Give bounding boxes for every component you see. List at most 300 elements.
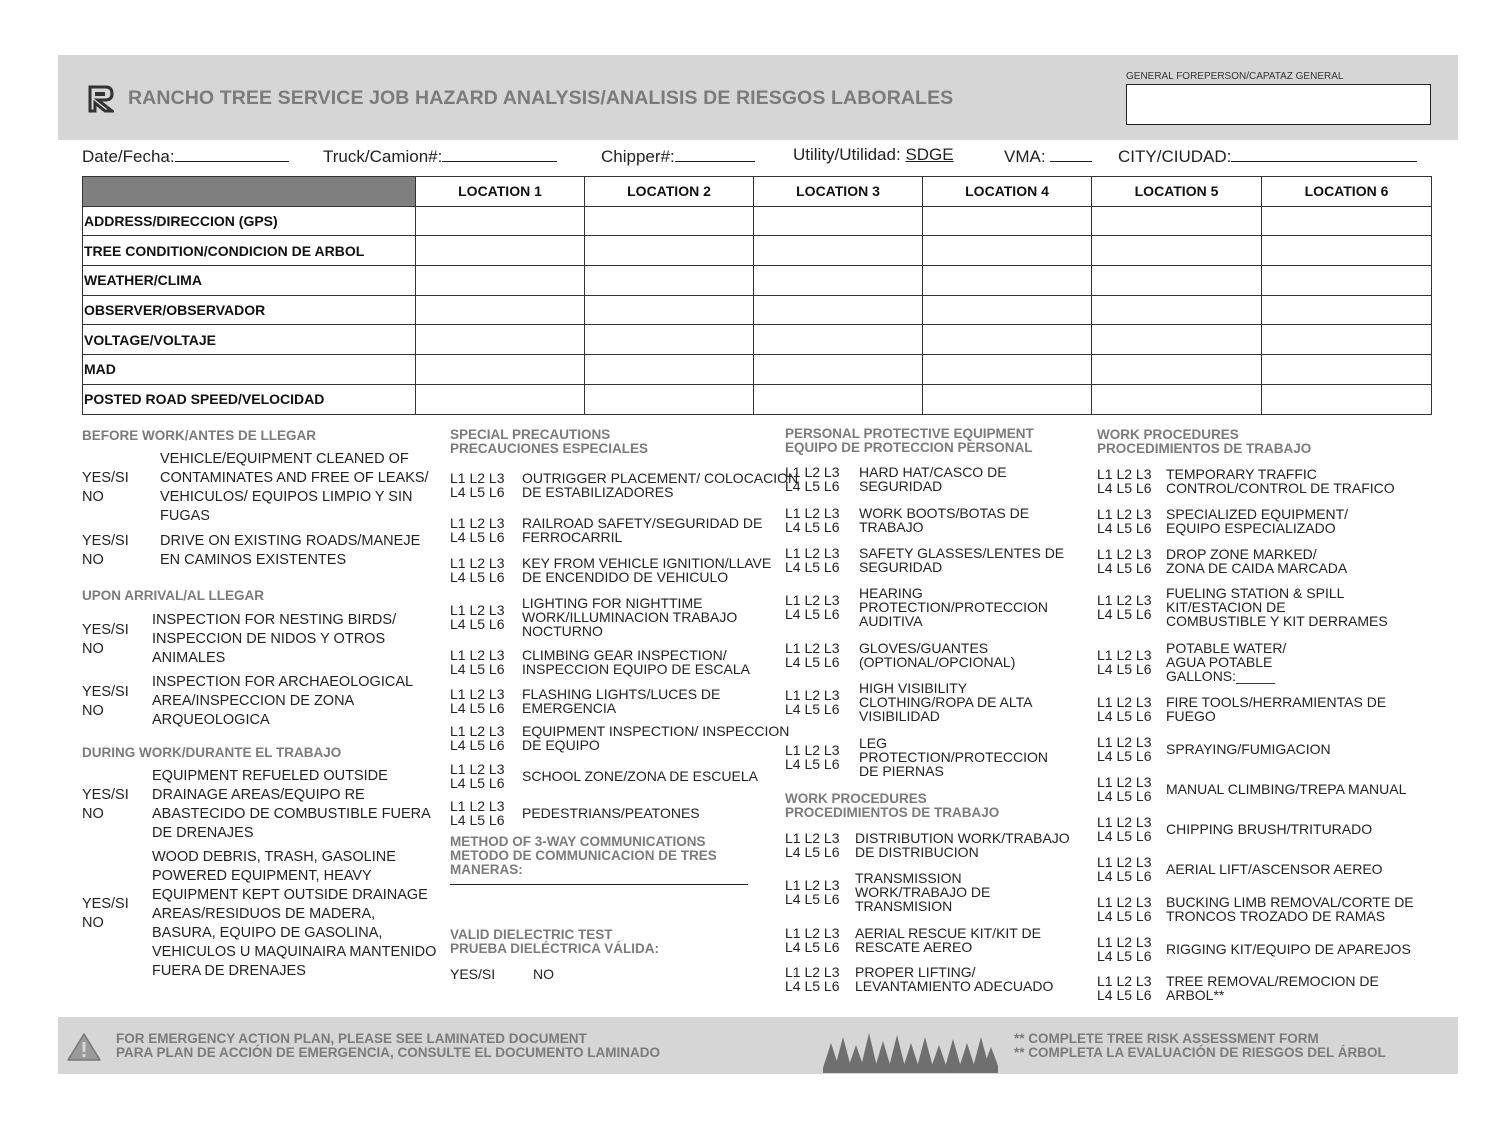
foreperson-label: GENERAL FOREPERSON/CAPATAZ GENERAL — [1126, 71, 1344, 82]
level-checkboxes[interactable] — [785, 878, 840, 906]
trees-icon — [823, 1027, 998, 1073]
checklist-item[interactable] — [1097, 735, 1427, 763]
level-checkboxes[interactable] — [450, 762, 505, 790]
section-special-precautions: SPECIAL PRECAUTIONS — [450, 427, 611, 442]
column-header: LOCATION 4 — [923, 177, 1092, 207]
checklist-item[interactable] — [450, 762, 780, 790]
level-row-1: L1 L2 L3 — [1097, 774, 1152, 790]
no-label: NO — [82, 489, 104, 505]
yes-no-option[interactable] — [82, 895, 142, 933]
item-text: LEVANTAMIENTO ADECUADO — [855, 978, 1054, 994]
item-text: CONTROL/CONTROL DE TRAFICO — [1166, 480, 1395, 496]
table-cell[interactable] — [416, 236, 585, 266]
item-text: CLOTHING/ROPA DE ALTA — [859, 694, 1033, 710]
checklist-item[interactable] — [82, 450, 442, 526]
table-header-row — [83, 177, 1432, 207]
checklist-item[interactable] — [785, 681, 1115, 723]
table-row — [83, 206, 1432, 236]
checklist-item[interactable] — [450, 556, 780, 584]
checklist-item[interactable] — [785, 546, 1115, 574]
level-row-2: L4 L5 L6 — [1097, 908, 1152, 924]
level-row-2: L4 L5 L6 — [1097, 606, 1152, 622]
level-row-1: L1 L2 L3 — [450, 515, 505, 531]
level-checkboxes[interactable] — [450, 516, 505, 544]
item-text: AERIAL RESCUE KIT/KIT DE — [855, 925, 1041, 941]
level-checkboxes[interactable] — [1097, 974, 1152, 1002]
no-label: NO — [82, 552, 104, 568]
yes-no-option[interactable] — [82, 532, 142, 570]
item-text: GLOVES/GUANTES — [859, 640, 989, 656]
item-text: FERROCARRIL — [522, 529, 623, 545]
level-row-1: L1 L2 L3 — [1097, 647, 1152, 663]
checklist-item[interactable] — [82, 848, 442, 981]
item-text: AREA/INSPECCION DE ZONA — [152, 693, 355, 709]
table-cell[interactable] — [923, 206, 1092, 236]
item-text: PEDESTRIANS/PEATONES — [522, 805, 700, 821]
checklist-item[interactable] — [785, 586, 1115, 628]
section-ppe: PERSONAL PROTECTIVE EQUIPMENT — [785, 426, 1034, 441]
level-row-2: L4 L5 L6 — [1097, 480, 1152, 496]
item-text: SAFETY GLASSES/LENTES DE — [859, 545, 1065, 561]
checklist-item[interactable] — [82, 673, 442, 730]
no-label: NO — [82, 915, 104, 931]
level-checkboxes[interactable] — [450, 648, 505, 676]
item-text: TRANSMISION — [855, 898, 953, 914]
checklist-item[interactable] — [82, 611, 442, 668]
level-row-1: L1 L2 L3 — [1097, 934, 1152, 950]
level-row-1: L1 L2 L3 — [450, 761, 505, 777]
checklist-item[interactable] — [1097, 467, 1427, 495]
level-row-1: L1 L2 L3 — [450, 470, 505, 486]
truck-field[interactable] — [323, 145, 557, 167]
tree-shape — [860, 1033, 878, 1071]
checklist-item[interactable] — [785, 641, 1115, 669]
dielectric-no[interactable]: NO — [533, 966, 554, 982]
section-dielectric-test: VALID DIELECTRIC TEST — [450, 927, 613, 942]
table-cell[interactable] — [585, 236, 754, 266]
table-cell[interactable] — [1092, 325, 1262, 355]
row-label: VOLTAGE/VOLTAJE — [83, 325, 416, 355]
footer-emergency-es: PARA PLAN DE ACCIÓN DE EMERGENCIA, CONSULTE EL DOCUMENTO LAMINADO — [116, 1045, 661, 1060]
table-cell[interactable] — [585, 325, 754, 355]
yes-label: YES/SI — [82, 533, 129, 549]
item-text: WORK/ILLUMINACION TRABAJO — [522, 609, 738, 625]
level-row-2: L4 L5 L6 — [785, 756, 840, 772]
vma-field[interactable] — [1004, 145, 1092, 167]
yes-no-option[interactable] — [82, 683, 142, 721]
item-text: EQUIPMENT REFUELED OUTSIDE — [152, 768, 388, 784]
level-row-1: L1 L2 L3 — [785, 640, 840, 656]
column-header: LOCATION 2 — [585, 177, 754, 207]
table-cell[interactable] — [416, 325, 585, 355]
level-row-2: L4 L5 L6 — [450, 661, 505, 677]
level-checkboxes[interactable] — [1097, 895, 1152, 923]
level-row-1: L1 L2 L3 — [450, 686, 505, 702]
checklist-item[interactable] — [450, 799, 780, 827]
level-checkboxes[interactable] — [785, 926, 840, 954]
table-cell[interactable] — [585, 384, 754, 414]
item-text: TREE REMOVAL/REMOCION DE — [1166, 973, 1379, 989]
level-checkboxes[interactable] — [785, 506, 840, 534]
table-cell[interactable] — [416, 266, 585, 296]
column-header: LOCATION 6 — [1262, 177, 1432, 207]
checklist-item[interactable] — [1097, 974, 1427, 1002]
level-row-2: L4 L5 L6 — [785, 844, 840, 860]
table-cell[interactable] — [754, 325, 923, 355]
checklist-item[interactable] — [785, 965, 1115, 993]
item-text: KIT/ESTACION DE — [1166, 599, 1286, 615]
level-checkboxes[interactable] — [785, 743, 840, 771]
level-checkboxes[interactable] — [1097, 648, 1152, 676]
section-work-procedures-2: WORK PROCEDURES — [1097, 427, 1239, 442]
item-text: CHIPPING BRUSH/TRITURADO — [1166, 821, 1373, 837]
level-row-2: L4 L5 L6 — [450, 616, 505, 632]
level-row-2: L4 L5 L6 — [785, 701, 840, 717]
level-row-1: L1 L2 L3 — [450, 647, 505, 663]
table-cell[interactable] — [754, 355, 923, 385]
level-row-1: L1 L2 L3 — [1097, 592, 1152, 608]
table-cell[interactable] — [1262, 355, 1432, 385]
item-text: ARQUEOLOGICA — [152, 712, 270, 728]
level-row-2: L4 L5 L6 — [1097, 987, 1152, 1003]
section-during-work: DURING WORK/DURANTE EL TRABAJO — [82, 745, 342, 760]
utility-value: SDGE — [905, 145, 954, 164]
level-row-2: L4 L5 L6 — [1097, 828, 1152, 844]
item-text: EN CAMINOS EXISTENTES — [160, 552, 347, 568]
item-text: HARD HAT/CASCO DE — [859, 464, 1007, 480]
level-row-2: L4 L5 L6 — [785, 519, 840, 535]
item-text: SCHOOL ZONE/ZONA DE ESCUELA — [522, 768, 758, 784]
item-text: FUGAS — [160, 508, 210, 524]
table-cell[interactable] — [1092, 295, 1262, 325]
utility-field — [793, 145, 954, 165]
table-cell[interactable] — [416, 384, 585, 414]
level-row-1: L1 L2 L3 — [450, 555, 505, 571]
table-cell[interactable] — [923, 236, 1092, 266]
page-title: RANCHO TREE SERVICE JOB HAZARD ANALYSIS/ANALISIS DE RIESGOS LABORALES — [128, 87, 954, 109]
table-cell[interactable] — [1262, 236, 1432, 266]
checklist-item[interactable] — [450, 516, 780, 544]
checklist-item[interactable] — [1097, 935, 1427, 963]
level-checkboxes[interactable] — [1097, 695, 1152, 723]
ground-shape — [823, 1069, 998, 1073]
item-text: POTABLE WATER/ — [1166, 640, 1287, 656]
item-text: DE PIERNAS — [859, 763, 944, 779]
level-row-2: L4 L5 L6 — [1097, 748, 1152, 764]
yes-label: YES/SI — [82, 684, 129, 700]
level-checkboxes[interactable] — [785, 831, 840, 859]
table-cell[interactable] — [754, 206, 923, 236]
yes-no-option[interactable] — [82, 621, 142, 659]
level-checkboxes[interactable] — [1097, 547, 1152, 575]
level-checkboxes[interactable] — [1097, 775, 1152, 803]
table-cell[interactable] — [1262, 295, 1432, 325]
table-cell[interactable] — [923, 266, 1092, 296]
level-checkboxes[interactable] — [450, 603, 505, 631]
footer-emergency-en: FOR EMERGENCY ACTION PLAN, PLEASE SEE LAMINATED DOCUMENT — [116, 1031, 587, 1046]
level-checkboxes[interactable] — [1097, 593, 1152, 621]
table-row — [83, 295, 1432, 325]
level-row-1: L1 L2 L3 — [1097, 466, 1152, 482]
date-label: Date/Fecha: — [82, 147, 175, 166]
table-cell[interactable] — [754, 236, 923, 266]
yes-no-option[interactable] — [82, 786, 142, 824]
checklist-item[interactable] — [1097, 775, 1427, 803]
item-text: BUCKING LIMB REMOVAL/CORTE DE — [1166, 894, 1414, 910]
item-text: TRONCOS TROZADO DE RAMAS — [1166, 908, 1386, 924]
item-text: FIRE TOOLS/HERRAMIENTAS DE — [1166, 694, 1387, 710]
item-text: AERIAL LIFT/ASCENSOR AEREO — [1166, 861, 1383, 877]
table-cell[interactable] — [585, 206, 754, 236]
vma-blank[interactable] — [1050, 145, 1092, 162]
table-cell[interactable] — [416, 206, 585, 236]
table-cell[interactable] — [754, 295, 923, 325]
item-text: DE ESTABILIZADORES — [522, 484, 674, 500]
footer-risk-es: ** COMPLETA LA EVALUACIÓN DE RIESGOS DEL ÁRBOL — [1014, 1045, 1386, 1060]
table-cell[interactable] — [1092, 266, 1262, 296]
checklist-item[interactable] — [785, 831, 1115, 859]
table-cell[interactable] — [1092, 236, 1262, 266]
item-text: RESCATE AEREO — [855, 939, 973, 955]
table-cell[interactable] — [1262, 266, 1432, 296]
item-text: VISIBILIDAD — [859, 708, 940, 724]
table-cell[interactable] — [923, 384, 1092, 414]
chipper-field[interactable] — [601, 145, 755, 167]
city-blank[interactable] — [1231, 145, 1417, 162]
item-text: WORK BOOTS/BOTAS DE — [859, 505, 1030, 521]
item-text: INSPECTION FOR NESTING BIRDS/ — [152, 612, 397, 628]
item-text: KEY FROM VEHICLE IGNITION/LLAVE — [522, 555, 772, 571]
level-row-1: L1 L2 L3 — [450, 798, 505, 814]
level-checkboxes[interactable] — [450, 687, 505, 715]
table-cell[interactable] — [1092, 384, 1262, 414]
level-checkboxes[interactable] — [450, 724, 505, 752]
item-text: GALLONS:_____ — [1166, 668, 1275, 684]
checklist-item[interactable] — [450, 470, 799, 500]
section-work-procedures: PROCEDIMIENTOS DE TRABAJO — [785, 805, 1000, 820]
table-cell[interactable] — [1092, 355, 1262, 385]
level-row-1: L1 L2 L3 — [785, 830, 840, 846]
warning-icon — [66, 1032, 102, 1062]
checklist-item[interactable] — [450, 596, 780, 638]
communications-blank[interactable] — [450, 884, 748, 885]
section-work-procedures: WORK PROCEDURES — [785, 791, 927, 806]
checklist-item[interactable] — [1097, 855, 1427, 883]
table-cell[interactable] — [1262, 206, 1432, 236]
checklist-item[interactable] — [450, 687, 780, 715]
item-text: FUELING STATION & SPILL — [1166, 585, 1345, 601]
section-upon-arrival: UPON ARRIVAL/AL LLEGAR — [82, 588, 264, 603]
table-cell[interactable] — [754, 384, 923, 414]
item-text: VEHICULOS/ EQUIPOS LIMPIO Y SIN — [160, 489, 413, 505]
level-checkboxes[interactable] — [450, 471, 505, 499]
level-checkboxes[interactable] — [1097, 855, 1152, 883]
level-row-1: L1 L2 L3 — [1097, 814, 1152, 830]
level-checkboxes[interactable] — [785, 465, 840, 493]
checklist-item[interactable] — [1097, 507, 1427, 535]
level-row-2: L4 L5 L6 — [785, 606, 840, 622]
table-cell[interactable] — [923, 325, 1092, 355]
item-text: SPECIALIZED EQUIPMENT/ — [1166, 506, 1349, 522]
item-text: INSPECTION FOR ARCHAEOLOGICAL — [152, 674, 414, 690]
table-cell[interactable] — [1262, 384, 1432, 414]
level-row-1: L1 L2 L3 — [1097, 894, 1152, 910]
section-ppe: EQUIPO DE PROTECCION PERSONAL — [785, 440, 1033, 455]
yes-label: YES/SI — [82, 787, 129, 803]
yes-label: YES/SI — [82, 896, 129, 912]
table-cell[interactable] — [923, 295, 1092, 325]
level-row-1: L1 L2 L3 — [785, 464, 840, 480]
level-checkboxes[interactable] — [1097, 815, 1152, 843]
checklist-item[interactable] — [450, 648, 780, 676]
tree-shape — [888, 1035, 906, 1071]
table-cell[interactable] — [1092, 206, 1262, 236]
item-text: AUDITIVA — [859, 613, 923, 629]
checklist-item[interactable] — [1097, 547, 1427, 575]
item-text: CONTAMINATES AND FREE OF LEAKS/ — [160, 470, 429, 486]
row-label: WEATHER/CLIMA — [83, 266, 416, 296]
chipper-blank[interactable] — [675, 145, 755, 162]
level-checkboxes[interactable] — [450, 799, 505, 827]
level-row-1: L1 L2 L3 — [1097, 854, 1152, 870]
level-row-1: L1 L2 L3 — [785, 742, 840, 758]
item-text: FUEGO — [1166, 708, 1216, 724]
item-text: SPRAYING/FUMIGACION — [1166, 741, 1331, 757]
item-text: AGUA POTABLE — [1166, 654, 1273, 670]
checklist-item[interactable] — [82, 767, 442, 843]
table-cell[interactable] — [923, 355, 1092, 385]
level-row-1: L1 L2 L3 — [785, 505, 840, 521]
level-row-2: L4 L5 L6 — [785, 478, 840, 494]
row-label: ADDRESS/DIRECCION (GPS) — [83, 206, 416, 236]
checklist-item[interactable] — [82, 532, 442, 570]
level-checkboxes[interactable] — [785, 593, 840, 621]
item-text: VEHICULOS U MAQUINAIRA MANTENIDO — [152, 944, 437, 960]
item-text: DISTRIBUTION WORK/TRABAJO — [855, 830, 1070, 846]
item-text: EQUIPMENT KEPT OUTSIDE DRAINAGE — [152, 887, 428, 903]
level-row-1: L1 L2 L3 — [1097, 506, 1152, 522]
table-cell[interactable] — [416, 355, 585, 385]
level-row-2: L4 L5 L6 — [785, 978, 840, 994]
item-text: ZONA DE CAIDA MARCADA — [1166, 560, 1348, 576]
level-row-1: L1 L2 L3 — [785, 877, 840, 893]
foreperson-field[interactable] — [1126, 84, 1431, 125]
level-checkboxes[interactable] — [1097, 735, 1152, 763]
section-3way-communications: METHOD OF 3-WAY COMMUNICATIONS — [450, 834, 706, 849]
checklist-item[interactable] — [450, 723, 790, 753]
item-text: SEGURIDAD — [859, 559, 943, 575]
table-cell[interactable] — [416, 295, 585, 325]
table-row — [83, 236, 1432, 266]
yes-label: YES/SI — [82, 470, 129, 486]
item-text: TRANSMISSION — [855, 870, 962, 886]
item-text: DRIVE ON EXISTING ROADS/MANEJE — [160, 533, 421, 549]
item-text: DE DRENAJES — [152, 825, 254, 841]
table-corner — [83, 177, 416, 207]
level-checkboxes[interactable] — [785, 546, 840, 574]
table-cell[interactable] — [585, 355, 754, 385]
dielectric-yes[interactable]: YES/SI — [450, 966, 496, 982]
level-checkboxes[interactable] — [1097, 935, 1152, 963]
item-text: LEG — [859, 735, 888, 751]
city-field[interactable] — [1118, 145, 1417, 167]
item-text: HEARING — [859, 585, 923, 601]
checklist-item[interactable] — [785, 465, 1115, 493]
no-label: NO — [82, 806, 104, 822]
checklist-item[interactable] — [1097, 641, 1427, 683]
row-label: TREE CONDITION/CONDICION DE ARBOL — [83, 236, 416, 266]
table-row — [83, 384, 1432, 414]
item-text: ANIMALES — [152, 650, 226, 666]
truck-blank[interactable] — [442, 145, 557, 162]
yes-label: YES/SI — [82, 622, 129, 638]
item-text: PROPER LIFTING/ — [855, 964, 976, 980]
checklist-item[interactable] — [785, 926, 1115, 954]
section-before-work: BEFORE WORK/ANTES DE LLEGAR — [82, 428, 317, 443]
item-text: EMERGENCIA — [522, 700, 617, 716]
level-checkboxes[interactable] — [785, 965, 840, 993]
item-text: LIGHTING FOR NIGHTTIME — [522, 595, 703, 611]
item-text: RAILROAD SAFETY/SEGURIDAD DE — [522, 515, 763, 531]
tree-shape — [944, 1039, 962, 1071]
footer-band — [58, 1017, 1458, 1074]
level-row-1: L1 L2 L3 — [785, 687, 840, 703]
section-3way-communications: METODO DE COMMUNICACION DE TRES — [450, 848, 717, 863]
item-text: DE ENCENDIDO DE VEHICULO — [522, 569, 729, 585]
item-text: SEGURIDAD — [859, 478, 943, 494]
item-text: RIGGING KIT/EQUIPO DE APAREJOS — [1166, 941, 1411, 957]
location-table — [82, 176, 1432, 415]
level-row-1: L1 L2 L3 — [1097, 546, 1152, 562]
level-row-2: L4 L5 L6 — [785, 559, 840, 575]
item-text: PROTECTION/PROTECCION — [859, 749, 1049, 765]
item-text: DE EQUIPO — [522, 737, 600, 753]
table-cell[interactable] — [1262, 325, 1432, 355]
item-text: AREAS/RESIDUOS DE MADERA, — [152, 906, 376, 922]
date-field[interactable] — [82, 145, 289, 167]
checklist-item[interactable] — [785, 506, 1115, 534]
table-cell[interactable] — [585, 295, 754, 325]
level-row-2: L4 L5 L6 — [1097, 948, 1152, 964]
level-row-2: L4 L5 L6 — [1097, 560, 1152, 576]
checklist-item[interactable] — [1097, 895, 1427, 923]
level-checkboxes[interactable] — [785, 688, 840, 716]
level-checkboxes[interactable] — [450, 556, 505, 584]
checklist-item[interactable] — [1097, 815, 1427, 843]
level-checkboxes[interactable] — [1097, 467, 1152, 495]
item-text: COMBUSTIBLE Y KIT DERRAMES — [1166, 613, 1388, 629]
level-checkboxes[interactable] — [1097, 507, 1152, 535]
yes-no-option[interactable] — [82, 469, 142, 507]
no-label: NO — [82, 641, 104, 657]
item-text: DRAINAGE AREAS/EQUIPO RE — [152, 787, 365, 803]
date-blank[interactable] — [175, 145, 289, 162]
item-text: VEHICLE/EQUIPMENT CLEANED OF — [160, 451, 409, 467]
level-row-2: L4 L5 L6 — [450, 529, 505, 545]
checklist-item[interactable] — [1097, 586, 1427, 628]
level-row-2: L4 L5 L6 — [450, 569, 505, 585]
table-cell[interactable] — [754, 266, 923, 296]
checklist-item[interactable] — [785, 871, 1115, 913]
level-checkboxes[interactable] — [785, 641, 840, 669]
checklist-item[interactable] — [785, 736, 1115, 778]
level-row-1: L1 L2 L3 — [1097, 734, 1152, 750]
table-cell[interactable] — [585, 266, 754, 296]
checklist-item[interactable] — [1097, 695, 1427, 723]
level-row-2: L4 L5 L6 — [450, 812, 505, 828]
level-row-1: L1 L2 L3 — [1097, 973, 1152, 989]
level-row-2: L4 L5 L6 — [450, 775, 505, 791]
